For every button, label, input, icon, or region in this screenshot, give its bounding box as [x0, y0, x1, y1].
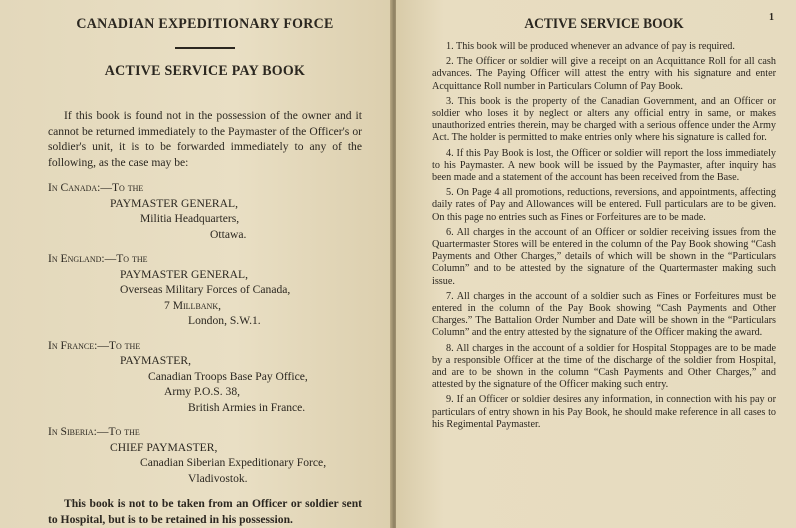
address-line: Militia Headquarters,	[140, 212, 240, 225]
address-region: In Canada:—To the	[48, 181, 144, 194]
rule-paragraph-2: 2. The Officer or soldier will give a receipt on an Acquittance Roll for all cash advances. The Paying Officer will attest the entry with his signature and enter Acquittance Roll number in Particulars Column of Pay Book.	[432, 56, 776, 92]
rule-paragraph-7: 7. All charges in the account of a soldier such as Fines or Forfeitures must be entered in the column of the Pay Book showing “Cash Payments and Other Charges.” The Battalion Order Number and Date will be shown in the “Particulars Column” and the entry attested by the signature of the Officer making the award.	[432, 290, 776, 339]
address-line: Canadian Siberian Expeditionary Force,	[140, 456, 327, 469]
footer-note: This book is not to be taken from an Officer or soldier sent to Hospital, but is to be retained in his possession.	[48, 497, 362, 526]
rule-paragraph-9: 9. If an Officer or soldier desires any information, in connection with his pay or particulars of entry shown in his Pay Book, he should make reference in all cases to his Regimental Paymaster.	[432, 394, 776, 430]
address-block-siberia	[48, 424, 362, 486]
address-line: London, S.W.1.	[188, 314, 261, 327]
address-region: In France:—To the	[48, 338, 141, 352]
book-subtitle: ACTIVE SERVICE PAY BOOK	[104, 63, 306, 79]
page-number: 1	[769, 12, 774, 23]
address-line: PAYMASTER GENERAL,	[110, 196, 238, 210]
rule-paragraph-8: 8. All charges in the account of a soldier for Hospital Stoppages are to be made by a responsible Officer at the time of the discharge of the soldier from Hospital, and are to be shown in the column “Cash Payments and Other Charges,” and attested by the signature of the Officer making such entry.	[432, 342, 776, 391]
address-line: Vladivostok.	[188, 471, 248, 485]
address-line: 7 Millbank,	[164, 298, 222, 312]
rule-paragraph-5: 5. On Page 4 all promotions, reductions, reversions, and appointments, affecting daily rates of Pay and Allowances will be entered. Full particulars are to be given. On this page no entries such as Fines or Forfeitures are to be made.	[432, 187, 776, 223]
page-title: ACTIVE SERVICE BOOK	[524, 16, 684, 32]
address-block-england	[48, 251, 362, 329]
divider	[175, 47, 235, 49]
address-line: Overseas Military Forces of Canada,	[120, 283, 291, 296]
address-region: In Siberia:—To the	[48, 425, 140, 438]
page-title: CANADIAN EXPEDITIONARY FORCE	[76, 16, 334, 32]
address-line: PAYMASTER,	[120, 354, 191, 367]
address-line: PAYMASTER GENERAL,	[120, 267, 248, 281]
address-line: Army P.O.S. 38,	[164, 385, 241, 398]
address-line: CHIEF PAYMASTER,	[110, 440, 218, 454]
left-page	[0, 0, 392, 528]
intro-paragraph: If this book is found not in the possession of the owner and it cannot be returned immediately to the Paymaster of the Officer's or soldier's unit, it is to be forwarded immediately to any of the following, as the case may be:	[48, 109, 362, 169]
rule-paragraph-1: 1. This book will be produced whenever an advance of pay is required.	[446, 41, 735, 52]
address-region: In England:—To the	[48, 252, 148, 265]
rule-paragraph-4: 4. If this Pay Book is lost, the Officer or soldier will report the loss immediately to his Paymaster. A new book will be issued by the Paymaster, after inquiry has been made and a statement of the account has been received from the Base.	[432, 147, 776, 184]
address-line: Ottawa.	[210, 227, 247, 241]
address-line: British Armies in France.	[188, 400, 306, 414]
address-block-france	[48, 338, 362, 416]
rule-paragraph-3: 3. This book is the property of the Canadian Government, and an Officer or soldier who loses it by neglect or alters any official entry in same, or makes unauthorized entries therein, may be charged with a serious offence under the Army Act. The holder is permitted to make entries only where his signature is called for.	[432, 95, 776, 144]
address-block-canada	[48, 180, 362, 242]
address-line: Canadian Troops Base Pay Office,	[148, 369, 308, 383]
right-page	[396, 0, 796, 528]
rule-paragraph-6: 6. All charges in the account of an Officer or soldier receiving issues from the Quartermaster Stores will be entered in the column of the Pay Book showing “Cash Payments and Other Charges,” details of which will be shown in the “Particulars Column” and to be attested by the signature of the Quartermaster making such issue.	[432, 226, 776, 287]
